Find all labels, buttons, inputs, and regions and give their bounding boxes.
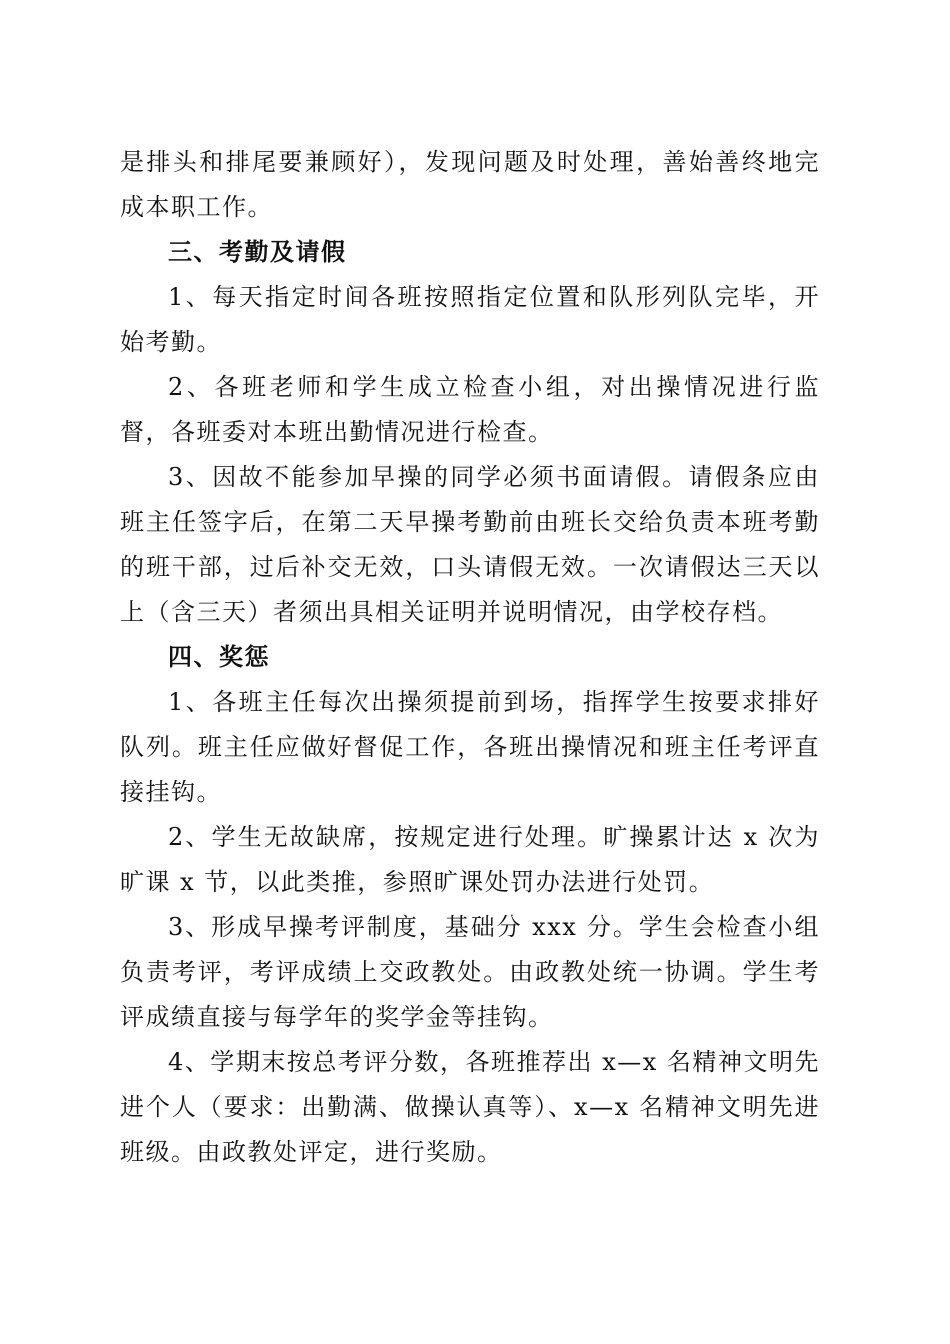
- section-heading-attendance: 三、考勤及请假: [168, 238, 347, 266]
- rewards-item-2: 2、学生无故缺席，按规定进行处理。旷操累计达 x 次为旷课 x 节，以此类推，参照旷课处罚办法进行处罚。: [120, 823, 820, 896]
- continuation-paragraph: 是排头和排尾要兼顾好），发现问题及时处理，善始善终地完成本职工作。: [120, 148, 820, 221]
- rewards-item-3: 3、形成早操考评制度，基础分 xxx 分。学生会检查小组负责考评，考评成绩上交政教处。由政教处统一协调。学生考评成绩直接与每学年的奖学金等挂钩。: [120, 913, 820, 1031]
- attendance-item-2: 2、各班老师和学生成立检查小组，对出操情况进行监督，各班委对本班出勤情况进行检查。: [120, 373, 820, 446]
- attendance-item-1: 1、每天指定时间各班按照指定位置和队形列队完毕，开始考勤。: [120, 283, 820, 356]
- section-heading-rewards: 四、奖惩: [168, 643, 270, 671]
- attendance-item-3: 3、因故不能参加早操的同学必须书面请假。请假条应由班主任签字后，在第二天早操考勤前由班长交给负责本班考勤的班干部，过后补交无效，口头请假无效。一次请假达三天以上（含三天）者须出具相关证明并说明情况，由学校存档。: [120, 463, 820, 626]
- document-body: [120, 140, 820, 1175]
- rewards-item-4: 4、学期末按总考评分数，各班推荐出 x—x 名精神文明先进个人（要求：出勤满、做操认真等）、x—x 名精神文明先进班级。由政教处评定，进行奖励。: [120, 1048, 820, 1166]
- rewards-item-1: 1、各班主任每次出操须提前到场，指挥学生按要求排好队列。班主任应做好督促工作，各班出操情况和班主任考评直接挂钩。: [120, 688, 820, 806]
